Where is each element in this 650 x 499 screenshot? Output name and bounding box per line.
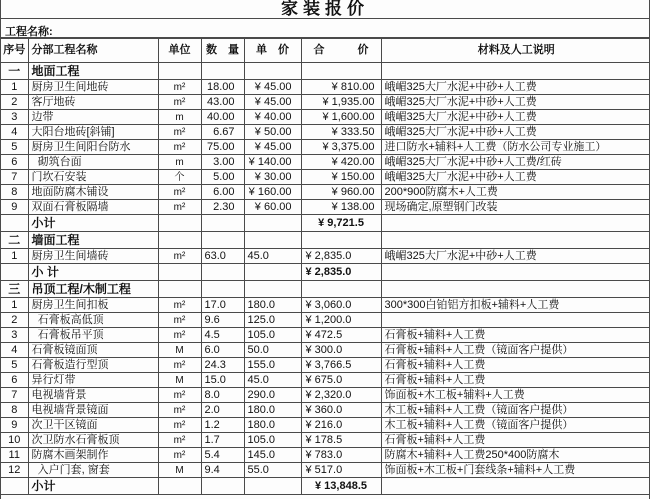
cell-name: 地面防腐木铺设 (28, 185, 158, 200)
cell-no: 6 (1, 373, 28, 388)
cell-unit: m² (158, 388, 201, 403)
cell-name: 墙面工程 (28, 232, 158, 249)
cell-qty: 5.00 (201, 170, 244, 185)
cell-name: 石膏板镜面顶 (28, 343, 158, 358)
cell-total: ¥ 783.0 (301, 448, 381, 463)
cell-unit: M (158, 373, 201, 388)
cell-no: 二 (1, 232, 28, 249)
cell-material (381, 313, 650, 328)
cell-price: 55.0 (244, 463, 301, 478)
cell-price: ¥ 45.00 (244, 80, 301, 95)
item-row (1, 125, 650, 140)
cell-name: 门坎石安装 (28, 170, 158, 185)
cell-total: ¥ 216.0 (301, 418, 381, 433)
cell-price: 290.0 (244, 388, 301, 403)
section-row (1, 63, 650, 80)
cell-price: 125.0 (244, 313, 301, 328)
cell-qty: 1.2 (201, 418, 244, 433)
cell-name: 次卫防水石膏板顶 (28, 433, 158, 448)
cell-material: 峨嵋325大厂水泥+中砂+人工费 (381, 80, 650, 95)
cell-total: ¥ 178.5 (301, 433, 381, 448)
cell-total: ¥ 138.00 (301, 200, 381, 215)
cell-name: 大阳台地砖[斜铺] (28, 125, 158, 140)
project-name-label: 工程名称: (5, 26, 53, 38)
cell-qty: 8.0 (201, 388, 244, 403)
cell-unit: m² (158, 125, 201, 140)
cell-price: ¥ 160.00 (244, 185, 301, 200)
cell-name: 次卫干区镜面 (28, 418, 158, 433)
cell-qty (201, 63, 244, 80)
cell-qty: 18.00 (201, 80, 244, 95)
cell-price: ¥ 45.00 (244, 140, 301, 155)
cell-material (381, 264, 650, 281)
item-row (1, 313, 650, 328)
cell-unit: m² (158, 433, 201, 448)
cell-unit: m² (158, 328, 201, 343)
cell-price (244, 232, 301, 249)
cell-no: 一 (1, 63, 28, 80)
cell-unit (158, 215, 201, 232)
cell-price (244, 215, 301, 232)
cell-no: 三 (1, 281, 28, 298)
cell-material (381, 478, 650, 495)
cell-total: ¥ 960.00 (301, 185, 381, 200)
cell-price: 45.0 (244, 373, 301, 388)
item-row (1, 373, 650, 388)
cell-unit: m² (158, 95, 201, 110)
cell-name: 石膏板造行型顶 (28, 358, 158, 373)
item-row (1, 418, 650, 433)
cell-no: 1 (1, 298, 28, 313)
cell-qty (201, 215, 244, 232)
cell-price: 180.0 (244, 403, 301, 418)
cell-material (381, 232, 650, 249)
cell-price: ¥ 40.00 (244, 110, 301, 125)
cell-unit (158, 478, 201, 495)
item-row (1, 388, 650, 403)
cell-qty: 75.00 (201, 140, 244, 155)
cell-qty: 6.67 (201, 125, 244, 140)
cell-unit: m² (158, 403, 201, 418)
cell-total: ¥ 3,375.00 (301, 140, 381, 155)
cell-no: 5 (1, 358, 28, 373)
cell-unit: m² (158, 358, 201, 373)
cell-material: 石膏板+辅料+人工费（镜面客户提供） (381, 343, 650, 358)
cell-total: ¥ 9,721.5 (301, 215, 381, 232)
cell-total: ¥ 517.0 (301, 463, 381, 478)
cell-no: 3 (1, 328, 28, 343)
header-no: 序号 (1, 39, 28, 63)
cell-qty (201, 281, 244, 298)
cell-name: 地面工程 (28, 63, 158, 80)
cell-unit: m² (158, 298, 201, 313)
header-price: 单 价 (244, 39, 301, 63)
header-material: 材料及人工说明 (381, 39, 650, 63)
cell-qty: 1.7 (201, 433, 244, 448)
cell-material: 进口防水+辅料+人工费（防水公司专业施工） (381, 140, 650, 155)
cell-material: 峨嵋325大厂水泥+中砂+人工费 (381, 170, 650, 185)
cell-name: 小 计 (28, 264, 158, 281)
quote-table (1, 38, 650, 495)
cell-no: 2 (1, 313, 28, 328)
cell-unit (158, 63, 201, 80)
cell-qty: 63.0 (201, 249, 244, 264)
cell-qty (201, 232, 244, 249)
cell-unit: M (158, 463, 201, 478)
cell-material: 峨嵋325大厂水泥+中砂+人工费 (381, 110, 650, 125)
cell-material: 饰面板+木工板+辅料+人工费 (381, 388, 650, 403)
cell-total: ¥ 810.00 (301, 80, 381, 95)
cell-total (301, 63, 381, 80)
cell-material: 木工板+辅料+人工费（镜面客户提供） (381, 403, 650, 418)
cell-name: 入户门套, 窗套 (28, 463, 158, 478)
item-row (1, 170, 650, 185)
page-title: 家装报价 (281, 0, 369, 18)
item-row (1, 80, 650, 95)
item-row (1, 155, 650, 170)
cell-qty: 15.0 (201, 373, 244, 388)
item-row (1, 358, 650, 373)
cell-total: ¥ 420.00 (301, 155, 381, 170)
cell-no: 4 (1, 343, 28, 358)
cell-price: ¥ 45.00 (244, 95, 301, 110)
cell-total: ¥ 13,848.5 (301, 478, 381, 495)
cell-total: ¥ 2,835.0 (301, 264, 381, 281)
cell-no: 7 (1, 170, 28, 185)
subtotal-row (1, 478, 650, 495)
cell-total: ¥ 3,060.0 (301, 298, 381, 313)
cell-name: 厨房卫生间阳台防水 (28, 140, 158, 155)
cell-price: 180.0 (244, 418, 301, 433)
cell-total: ¥ 2,835.0 (301, 249, 381, 264)
cell-price: ¥ 60.00 (244, 200, 301, 215)
cell-no (1, 478, 28, 495)
cell-no: 8 (1, 185, 28, 200)
cell-name: 双面石膏板隔墙 (28, 200, 158, 215)
cell-unit: m² (158, 448, 201, 463)
item-row (1, 110, 650, 125)
table-header-row (1, 39, 650, 63)
cell-total: ¥ 1,600.00 (301, 110, 381, 125)
cell-name: 砌筑台面 (28, 155, 158, 170)
cell-total: ¥ 2,320.0 (301, 388, 381, 403)
cell-unit: 个 (158, 170, 201, 185)
cell-name: 防腐木画架制作 (28, 448, 158, 463)
section-row (1, 232, 650, 249)
title-row (1, 0, 649, 19)
cell-total: ¥ 150.00 (301, 170, 381, 185)
item-row (1, 328, 650, 343)
cell-material: 峨嵋325大厂水泥+中砂+人工费 (381, 95, 650, 110)
cell-qty: 2.0 (201, 403, 244, 418)
cell-name: 边带 (28, 110, 158, 125)
cell-no: 1 (1, 80, 28, 95)
cell-qty: 9.6 (201, 313, 244, 328)
cell-no: 9 (1, 200, 28, 215)
cell-material: 防腐木+辅料+人工费250*400防腐木 (381, 448, 650, 463)
cell-price: 105.0 (244, 433, 301, 448)
header-qty: 数 量 (201, 39, 244, 63)
cell-price: 105.0 (244, 328, 301, 343)
cell-unit: m² (158, 313, 201, 328)
cell-price: 45.0 (244, 249, 301, 264)
cell-name: 厨房卫生间扣板 (28, 298, 158, 313)
header-total: 合 价 (301, 39, 381, 63)
cell-material: 现场确定,原塑钢门改装 (381, 200, 650, 215)
project-name-row (1, 19, 649, 38)
cell-unit: m² (158, 418, 201, 433)
cell-name: 客厅地砖 (28, 95, 158, 110)
cell-unit: m (158, 110, 201, 125)
header-unit: 单位 (158, 39, 201, 63)
cell-name: 小计 (28, 478, 158, 495)
item-row (1, 343, 650, 358)
cell-total: ¥ 1,200.0 (301, 313, 381, 328)
cell-qty: 4.5 (201, 328, 244, 343)
cell-qty: 6.00 (201, 185, 244, 200)
item-row (1, 185, 650, 200)
cell-unit: m² (158, 249, 201, 264)
cell-total: ¥ 360.0 (301, 403, 381, 418)
cell-unit: m² (158, 200, 201, 215)
cell-total: ¥ 333.50 (301, 125, 381, 140)
cell-unit: m² (158, 80, 201, 95)
item-row (1, 448, 650, 463)
cell-name: 电视墙背景镜面 (28, 403, 158, 418)
cell-material (381, 63, 650, 80)
item-row (1, 249, 650, 264)
cell-material: 峨嵋325大厂水泥+中砂+人工费 (381, 125, 650, 140)
cell-qty: 24.3 (201, 358, 244, 373)
cell-material: 饰面板+木工板+门套线条+辅料+人工费 (381, 463, 650, 478)
cell-material: 石膏板+辅料+人工费 (381, 328, 650, 343)
item-row (1, 403, 650, 418)
cell-price: ¥ 30.00 (244, 170, 301, 185)
cell-total (301, 232, 381, 249)
cell-qty: 43.00 (201, 95, 244, 110)
cell-price: 155.0 (244, 358, 301, 373)
cell-qty: 2.30 (201, 200, 244, 215)
cell-qty: 40.00 (201, 110, 244, 125)
quote-table-body (1, 63, 650, 495)
cell-material: 石膏板+辅料+人工费 (381, 433, 650, 448)
cell-price: 145.0 (244, 448, 301, 463)
cell-name: 厨房卫生间墙砖 (28, 249, 158, 264)
cell-name: 异行灯带 (28, 373, 158, 388)
cell-total (301, 281, 381, 298)
item-row (1, 140, 650, 155)
cell-qty: 5.4 (201, 448, 244, 463)
cell-qty (201, 478, 244, 495)
cell-no: 2 (1, 95, 28, 110)
cell-no: 11 (1, 448, 28, 463)
section-row (1, 281, 650, 298)
cell-unit: m² (158, 140, 201, 155)
cell-material: 木工板+辅料+人工费（镜面客户提供） (381, 418, 650, 433)
cell-qty: 3.00 (201, 155, 244, 170)
cell-price: 180.0 (244, 298, 301, 313)
item-row (1, 463, 650, 478)
cell-unit (158, 281, 201, 298)
item-row (1, 298, 650, 313)
cell-unit: M (158, 343, 201, 358)
cell-unit (158, 264, 201, 281)
cell-no: 8 (1, 403, 28, 418)
subtotal-row (1, 264, 650, 281)
cell-no: 1 (1, 249, 28, 264)
cell-material (381, 281, 650, 298)
cell-qty: 9.4 (201, 463, 244, 478)
cell-price: ¥ 50.00 (244, 125, 301, 140)
cell-total: ¥ 3,766.5 (301, 358, 381, 373)
cell-name: 吊顶工程/木制工程 (28, 281, 158, 298)
cell-material: 石膏板+辅料+人工费 (381, 358, 650, 373)
cell-no (1, 215, 28, 232)
cell-no: 12 (1, 463, 28, 478)
cell-no: 6 (1, 155, 28, 170)
cell-no: 7 (1, 388, 28, 403)
cell-unit: m² (158, 185, 201, 200)
cell-unit (158, 232, 201, 249)
cell-unit: m (158, 155, 201, 170)
cell-material (381, 215, 650, 232)
cell-no (1, 264, 28, 281)
cell-name: 电视墙背景 (28, 388, 158, 403)
cell-no: 4 (1, 125, 28, 140)
cell-price: ¥ 140.00 (244, 155, 301, 170)
item-row (1, 433, 650, 448)
header-name: 分部工程名称 (28, 39, 158, 63)
cell-price (244, 63, 301, 80)
cell-material: 峨嵋325大厂水泥+中砂+人工费/红砖 (381, 155, 650, 170)
cell-no: 5 (1, 140, 28, 155)
item-row (1, 200, 650, 215)
subtotal-row (1, 215, 650, 232)
cell-total: ¥ 472.5 (301, 328, 381, 343)
cell-name: 厨房卫生间地砖 (28, 80, 158, 95)
cell-name: 石膏板高低顶 (28, 313, 158, 328)
cell-no: 9 (1, 418, 28, 433)
cell-material: 石膏板+辅料+人工费 (381, 373, 650, 388)
cell-total: ¥ 1,935.00 (301, 95, 381, 110)
cell-total: ¥ 675.0 (301, 373, 381, 388)
cell-total: ¥ 300.0 (301, 343, 381, 358)
cell-qty: 6.0 (201, 343, 244, 358)
cell-name: 石膏板吊平顶 (28, 328, 158, 343)
cell-no: 3 (1, 110, 28, 125)
cell-price: 50.0 (244, 343, 301, 358)
cell-qty (201, 264, 244, 281)
cell-material: 200*900防腐木+人工费 (381, 185, 650, 200)
cell-material: 300*300白铂铝方扣板+辅料+人工费 (381, 298, 650, 313)
cell-price (244, 264, 301, 281)
cell-name: 小计 (28, 215, 158, 232)
cell-no: 10 (1, 433, 28, 448)
cell-material: 峨嵋325大厂水泥+中砂+人工费 (381, 249, 650, 264)
cell-price (244, 281, 301, 298)
cell-qty: 17.0 (201, 298, 244, 313)
item-row (1, 95, 650, 110)
cell-price (244, 478, 301, 495)
